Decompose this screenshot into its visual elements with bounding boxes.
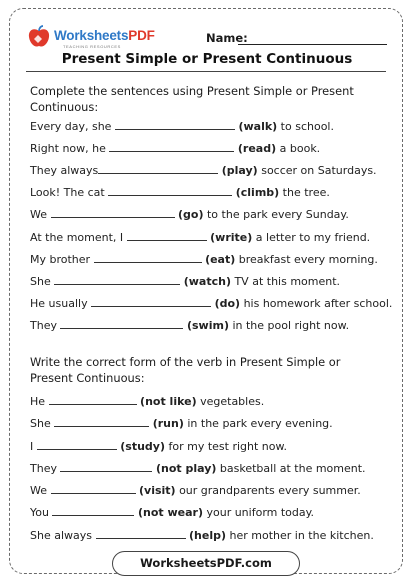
exercise-sentence <box>30 319 349 332</box>
answer-blank[interactable] <box>108 186 232 196</box>
exercise-sentence <box>30 142 320 155</box>
sentence-start: We <box>30 484 51 497</box>
sentence-end: for my test right now. <box>165 440 287 453</box>
exercise-sentence <box>30 484 361 497</box>
verb-hint: (write) <box>210 231 253 244</box>
sentence-start: They <box>30 462 61 475</box>
answer-blank[interactable] <box>109 142 234 152</box>
sentence-end: his homework after school. <box>240 297 393 310</box>
sentence-end: her mother in the kitchen. <box>226 529 374 542</box>
verb-hint: (read) <box>237 142 277 155</box>
section2-instruction: Write the correct form of the verb in Present Simple or Present Continuous: <box>30 355 341 385</box>
sentence-start: Right now, he <box>30 142 110 155</box>
answer-blank[interactable] <box>54 417 149 427</box>
name-label: Name: <box>206 31 248 45</box>
answer-blank[interactable] <box>51 484 136 494</box>
verb-hint: (swim) <box>186 319 229 332</box>
sentence-start: Every day, she <box>30 120 115 133</box>
sentence-end: in the pool right now. <box>228 319 350 332</box>
sentence-end: to school. <box>277 120 334 133</box>
sentence-end: our grandparents every summer. <box>175 484 361 497</box>
verb-hint: (walk) <box>238 120 278 133</box>
sentence-start: I <box>30 440 37 453</box>
exercise-sentence <box>30 208 349 221</box>
worksheet-title: Present Simple or Present Continuous <box>61 51 353 67</box>
answer-blank[interactable] <box>98 164 218 174</box>
brand-tagline: TEACHING RESOURCES <box>63 44 121 49</box>
exercise-sentence <box>30 529 374 542</box>
footer-site-link[interactable]: WorksheetsPDF.com <box>112 551 300 576</box>
exercise-sentence <box>30 297 392 310</box>
verb-hint: (watch) <box>183 275 231 288</box>
sentence-start: At the moment, I <box>30 231 127 244</box>
verb-hint: (visit) <box>139 484 176 497</box>
sentence-end: basketball at the moment. <box>216 462 366 475</box>
sentence-start: We <box>30 208 51 221</box>
verb-hint: (eat) <box>205 253 236 266</box>
sentence-end: to the park every Sunday. <box>203 208 349 221</box>
verb-hint: (play) <box>221 164 258 177</box>
sentence-start: She <box>30 275 55 288</box>
sentence-end: soccer on Saturdays. <box>257 164 377 177</box>
exercise-sentence <box>30 120 334 133</box>
sentence-end: in the park every evening. <box>183 417 333 430</box>
sentence-start: They always <box>30 164 99 177</box>
answer-blank[interactable] <box>51 208 175 218</box>
exercise-sentence <box>30 417 333 430</box>
exercise-sentence <box>30 275 340 288</box>
sentence-end: your uniform today. <box>202 506 315 519</box>
sentence-start: He <box>30 395 49 408</box>
section1-instruction: Complete the sentences using Present Simple or Present Continuous: <box>30 84 354 114</box>
answer-blank[interactable] <box>52 506 134 516</box>
verb-hint: (study) <box>120 440 165 453</box>
answer-blank[interactable] <box>115 120 235 130</box>
answer-blank[interactable] <box>54 275 180 285</box>
sentence-start: You <box>30 506 53 519</box>
exercise-sentence <box>30 462 366 475</box>
sentence-end: a letter to my friend. <box>252 231 371 244</box>
sentence-end: breakfast every morning. <box>235 253 378 266</box>
sentence-end: TV at this moment. <box>230 275 341 288</box>
answer-blank[interactable] <box>96 529 186 539</box>
verb-hint: (climb) <box>235 186 280 199</box>
answer-blank[interactable] <box>127 231 207 241</box>
exercise-sentence <box>30 506 314 519</box>
exercise-sentence <box>30 164 377 177</box>
answer-blank[interactable] <box>60 319 183 329</box>
answer-blank[interactable] <box>94 253 202 263</box>
answer-blank[interactable] <box>60 462 152 472</box>
verb-hint: (not like) <box>140 395 197 408</box>
apple-icon <box>26 24 52 50</box>
verb-hint: (not wear) <box>137 506 203 519</box>
sentence-start: She always <box>30 529 96 542</box>
sentence-start: She <box>30 417 55 430</box>
verb-hint: (do) <box>214 297 241 310</box>
verb-hint: (not play) <box>155 462 217 475</box>
exercise-sentence <box>30 395 264 408</box>
sentence-end: a book. <box>276 142 321 155</box>
answer-blank[interactable] <box>49 395 137 405</box>
exercise-sentence <box>30 253 378 266</box>
verb-hint: (help) <box>189 529 226 542</box>
name-field-line[interactable] <box>238 44 387 45</box>
exercise-sentence <box>30 231 370 244</box>
brand-name: WorksheetsPDF <box>54 28 155 43</box>
verb-hint: (go) <box>178 208 204 221</box>
verb-hint: (run) <box>152 417 184 430</box>
sentence-start: Look! The cat <box>30 186 109 199</box>
brand-logo <box>26 24 176 50</box>
sentence-start: They <box>30 319 61 332</box>
sentence-start: My brother <box>30 253 94 266</box>
sentence-start: He usually <box>30 297 92 310</box>
sentence-end: vegetables. <box>196 395 265 408</box>
title-divider <box>26 71 386 72</box>
exercise-sentence <box>30 440 287 453</box>
sentence-end: the tree. <box>279 186 330 199</box>
exercise-sentence <box>30 186 330 199</box>
answer-blank[interactable] <box>37 440 117 450</box>
answer-blank[interactable] <box>91 297 211 307</box>
